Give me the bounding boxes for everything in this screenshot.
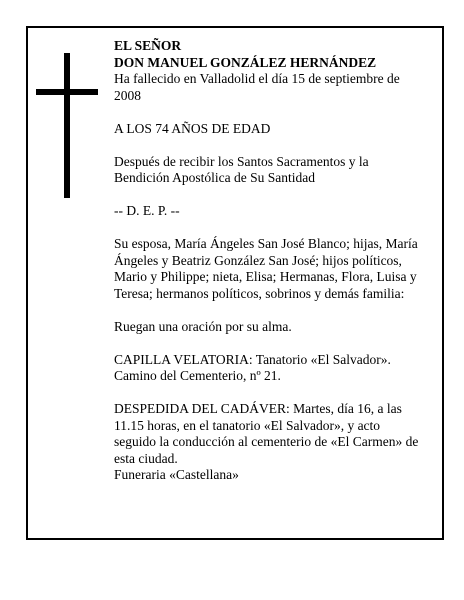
title-line-1: EL SEÑOR [114,38,182,53]
cross-icon [36,53,98,198]
death-statement: Ha fallecido en Valladolid el día 15 de septiembre de 2008 [114,71,400,103]
prayer-request: Ruegan una oración por su alma. [114,318,292,334]
obituary-text [114,38,424,484]
age-statement: A LOS 74 AÑOS DE EDAD [114,120,271,136]
rip-line: -- D. E. P. -- [114,203,180,218]
sacraments-statement: Después de recibir los Santos Sacramentos y la Bendición Apostólica de Su Santidad [114,153,369,185]
cross-horizontal-bar [36,89,98,95]
farewell-details: DESPEDIDA DEL CADÁVER: Martes, día 16, a las 11.15 horas, en el tanatorio «El Salvador», y acto seguido la conducción al cementerio de «El Carmen» de esta ciudad. [114,401,419,466]
cross-vertical-bar [64,53,70,198]
chapel-address: Camino del Cementerio, nº 21. [114,368,281,383]
family-statement: Su esposa, María Ángeles San José Blanco; hijas, María Ángeles y Beatriz González San José; hijos políticos, Mario y Philippe; nieta, Elisa; Hermanas, Flora, Luisa y Teresa; hermanos políticos, sobrinos y demás familia: [114,236,418,301]
chapel-location: CAPILLA VELATORIA: Tanatorio «El Salvador». [114,351,391,367]
funeral-home: Funeraria «Castellana» [114,467,239,482]
deceased-name: DON MANUEL GONZÁLEZ HERNÁNDEZ [114,54,377,70]
